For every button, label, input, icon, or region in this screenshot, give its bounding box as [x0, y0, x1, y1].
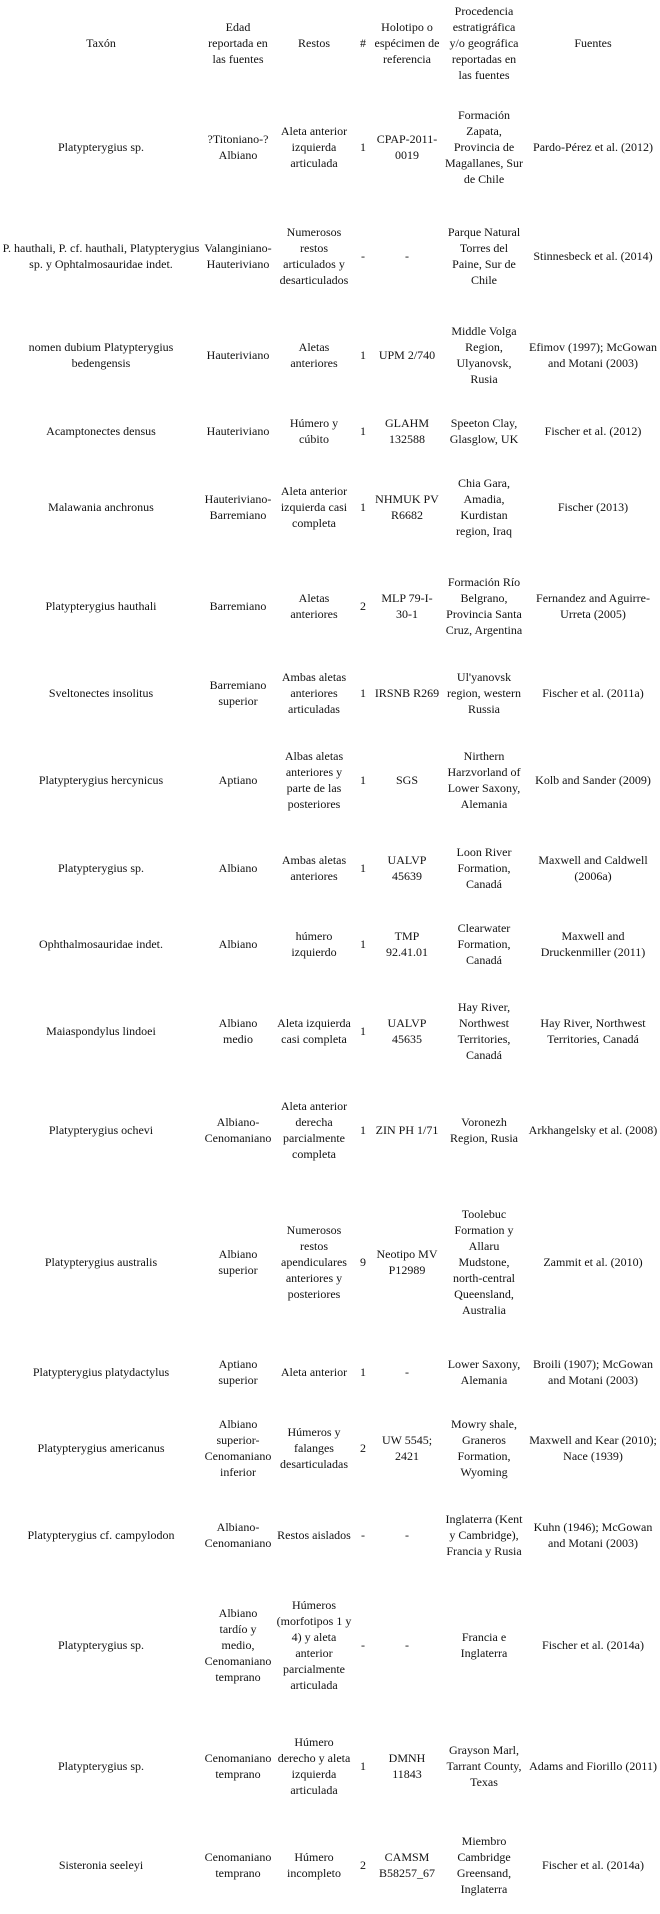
cell-taxon: Ophthalmosauridae indet. [39, 936, 163, 951]
cell-holotipo: - [405, 1528, 409, 1543]
cell-num: - [361, 1637, 365, 1652]
cell-restos: Aleta anterior izquierda casi completa [280, 484, 348, 531]
cell-taxon: Sveltonectes insolitus [48, 685, 154, 700]
cell-num: 1 [360, 936, 366, 951]
cell-fuentes: Kolb and Sander (2009) [535, 773, 651, 788]
cell-num: 1 [360, 685, 366, 700]
table-row [0, 655, 660, 731]
table-row [0, 207, 660, 306]
cell-restos: Aleta izquierda casi completa [277, 1015, 351, 1046]
cell-procedencia: Mowry shale, Graneros Formation, Wyoming [451, 1416, 517, 1479]
cell-taxon: Platypterygius sp. [58, 1637, 144, 1652]
table-row [0, 1717, 660, 1816]
cell-taxon: Acamptonectes densus [46, 424, 156, 439]
header-edad: Edad reportada en las fuentes [208, 20, 268, 66]
cell-procedencia: Toolebuc Formation y Allaru Mudstone, north-central Queensland, Australia [453, 1206, 515, 1317]
cell-taxon: Platypterygius australis [44, 1254, 158, 1269]
cell-taxon: Platypterygius hauthali [45, 598, 157, 613]
cell-holotipo: Neotipo MV P12989 [376, 1246, 438, 1277]
cell-restos: Húmero derecho y aleta izquierda articulada [277, 1735, 351, 1798]
cell-num: 2 [360, 1440, 366, 1455]
cell-procedencia: Grayson Marl, Tarrant County, Texas [446, 1743, 522, 1790]
cell-taxon: P. hauthali, P. cf. hauthali, Platypterygius sp. y Ophtalmosauridae indet. [2, 241, 200, 272]
cell-edad: Barremiano superior [209, 677, 267, 708]
header-row [0, 0, 660, 86]
cell-procedencia: Formación Zapata, Provincia de Magallanes, Sur de Chile [445, 107, 523, 186]
cell-num: 1 [360, 1023, 366, 1038]
cell-num: 1 [360, 860, 366, 875]
cell-edad: Cenomaniano temprano [204, 1849, 272, 1880]
cell-fuentes: Fernandez and Aguirre-Urreta (2005) [536, 590, 650, 621]
cell-edad: Aptiano [218, 773, 258, 788]
table-header [0, 0, 660, 86]
cell-restos: Restos aislados [277, 1528, 351, 1543]
cell-procedencia: Lower Saxony, Alemania [447, 1356, 521, 1387]
cell-edad: Hauteriviano [206, 347, 270, 362]
header-holotipo: Holotipo o espécimen de referencia [374, 20, 440, 66]
table-row [0, 830, 660, 906]
cell-edad: Hauteriviano-Barremiano [204, 492, 272, 523]
cell-fuentes: Pardo-Pérez et al. (2012) [533, 139, 653, 154]
cell-holotipo: UPM 2/740 [378, 347, 436, 362]
cell-edad: Barremiano [209, 598, 267, 613]
cell-holotipo: SGS [395, 773, 418, 788]
cell-taxon: Maiaspondylus lindoei [46, 1023, 156, 1038]
cell-holotipo: TMP 92.41.01 [386, 928, 428, 959]
cell-procedencia: Francia e Inglaterra [460, 1629, 508, 1660]
cell-procedencia: Voronezh Region, Rusia [450, 1114, 518, 1145]
cell-edad: Albiano [218, 860, 258, 875]
cell-fuentes: Broili (1907); McGowan and Motani (2003) [533, 1356, 653, 1387]
cell-restos: Húmeros (morfotipos 1 y 4) y aleta anterior parcialmente articulada [276, 1597, 352, 1692]
table-row [0, 982, 660, 1081]
cell-fuentes: Maxwell and Caldwell (2006a) [538, 852, 648, 883]
cell-fuentes: Adams and Fiorillo (2011) [529, 1759, 657, 1774]
cell-holotipo: GLAHM 132588 [385, 416, 429, 447]
table-row [0, 1573, 660, 1717]
cell-num: 1 [360, 1122, 366, 1137]
table-row [0, 1815, 660, 1914]
cell-edad: Aptiano superior [218, 1356, 258, 1387]
cell-restos: Ambas aletas anteriores [281, 852, 347, 883]
cell-holotipo: UALVP 45635 [387, 1015, 427, 1046]
cell-holotipo: UW 5545; 2421 [381, 1432, 433, 1463]
cell-num: 1 [360, 424, 366, 439]
cell-num: 1 [360, 773, 366, 788]
table-row [0, 1345, 660, 1399]
cell-holotipo: NHMUK PV R6682 [375, 492, 439, 523]
cell-edad: ?Titoniano-?Albiano [207, 131, 269, 162]
cell-holotipo: IRSNB R269 [374, 685, 440, 700]
table-row [0, 306, 660, 405]
cell-procedencia: Chia Gara, Amadia, Kurdistan region, Iraq [456, 476, 512, 539]
table-row [0, 906, 660, 982]
cell-fuentes: Fischer et al. (2012) [544, 424, 642, 439]
cell-fuentes: Zammit et al. (2010) [543, 1254, 643, 1269]
cell-edad: Albiano [218, 936, 258, 951]
table-row [0, 1497, 660, 1573]
cell-restos: húmero izquierdo [291, 928, 337, 959]
header-fuentes: Fuentes [574, 36, 612, 50]
cell-restos: Aletas anteriores [290, 590, 338, 621]
cell-fuentes: Efimov (1997); McGowan and Motani (2003) [529, 339, 657, 370]
cell-procedencia: Inglaterra (Kent y Cambridge), Francia y Rusia [445, 1512, 523, 1559]
table-body [0, 86, 660, 1914]
cell-procedencia: Speeton Clay, Glasglow, UK [449, 416, 519, 447]
cell-taxon: Platypterygius ochevi [48, 1122, 154, 1137]
cell-edad: Cenomaniano temprano [204, 1751, 272, 1782]
header-restos: Restos [297, 36, 330, 50]
cell-restos: Albas aletas anteriores y parte de las posteriores [284, 749, 344, 812]
header-procedencia: Procedencia estratigráfica y/o geográfica reportadas en las fuentes [449, 4, 519, 82]
table-row [0, 1080, 660, 1179]
cell-restos: Numerosos restos apendiculares anteriores y posteriores [281, 1222, 347, 1301]
cell-edad: Valanginiano-Hauteriviano [204, 241, 272, 272]
cell-procedencia: Hay River, Northwest Territories, Canadá [457, 999, 511, 1062]
cell-holotipo: ZIN PH 1/71 [375, 1122, 439, 1137]
cell-taxon: Platypterygius sp. [58, 1759, 144, 1774]
cell-taxon: Platypterygius platydactylus [32, 1364, 170, 1379]
cell-restos: Aleta anterior derecha parcialmente completa [280, 1098, 348, 1161]
cell-num: 1 [360, 347, 366, 362]
cell-holotipo: - [405, 1364, 409, 1379]
cell-num: 2 [360, 1857, 366, 1872]
cell-fuentes: Fischer et al. (2014a) [542, 1637, 644, 1652]
cell-fuentes: Stinnesbeck et al. (2014) [533, 249, 653, 264]
cell-taxon: Sisteronia seeleyi [58, 1857, 144, 1872]
table-row [0, 1399, 660, 1498]
cell-restos: Aleta anterior [280, 1364, 348, 1379]
cell-taxon: nomen dubium Platypterygius bedengensis [28, 339, 174, 370]
cell-fuentes: Fischer et al. (2014a) [542, 1857, 644, 1872]
cell-taxon: Malawania anchronus [48, 500, 154, 515]
cell-taxon: Platypterygius cf. campylodon [27, 1528, 175, 1543]
cell-taxon: Platypterygius hercynicus [38, 773, 164, 788]
cell-holotipo: - [405, 1637, 409, 1652]
cell-restos: Aletas anteriores [290, 339, 338, 370]
cell-fuentes: Hay River, Northwest Territories, Canadá [540, 1015, 646, 1046]
cell-procedencia: Formación Río Belgrano, Provincia Santa Cruz, Argentina [445, 574, 523, 637]
cell-num: 1 [360, 139, 366, 154]
cell-fuentes: Kuhn (1946); McGowan and Motani (2003) [533, 1520, 653, 1551]
cell-taxon: Platypterygius sp. [58, 860, 144, 875]
cell-num: 2 [360, 598, 366, 613]
cell-taxon: Platypterygius americanus [37, 1440, 165, 1455]
cell-holotipo: CAMSM B58257_67 [378, 1849, 435, 1880]
header-num: # [360, 36, 366, 50]
cell-num: 1 [360, 1759, 366, 1774]
table-row [0, 556, 660, 655]
cell-num: 1 [360, 500, 366, 515]
cell-restos: Numerosos restos articulados y desarticulados [279, 225, 349, 288]
cell-num: 9 [360, 1254, 366, 1269]
cell-holotipo: CPAP-2011-0019 [376, 131, 438, 162]
cell-restos: Húmero y cúbito [289, 416, 339, 447]
cell-holotipo: UALVP 45639 [387, 852, 427, 883]
cell-fuentes: Fischer et al. (2011a) [542, 685, 644, 700]
cell-fuentes: Arkhangelsky et al. (2008) [528, 1122, 658, 1137]
cell-fuentes: Maxwell and Kear (2010); Nace (1939) [529, 1432, 657, 1463]
cell-edad: Albiano-Cenomaniano [204, 1114, 272, 1145]
cell-edad: Albiano superior [218, 1246, 258, 1277]
cell-procedencia: Middle Volga Region, Ulyanovsk, Rusia [451, 323, 517, 386]
cell-fuentes: Maxwell and Druckenmiller (2011) [540, 928, 646, 959]
table-row [0, 1179, 660, 1345]
cell-procedencia: Loon River Formation, Canadá [456, 844, 512, 891]
cell-holotipo: - [405, 249, 409, 264]
cell-num: - [361, 249, 365, 264]
cell-procedencia: Miembro Cambridge Greensand, Inglaterra [456, 1833, 512, 1896]
cell-restos: Ambas aletas anteriores articuladas [281, 669, 347, 716]
cell-fuentes: Fischer (2013) [557, 500, 629, 515]
cell-restos: Húmero incompleto [287, 1849, 341, 1880]
header-taxon: Taxón [86, 36, 116, 50]
cell-num: - [361, 1528, 365, 1543]
cell-holotipo: DMNH 11843 [388, 1751, 426, 1782]
cell-edad: Albiano tardío y medio, Cenomaniano temprano [204, 1605, 272, 1684]
cell-num: 1 [360, 1364, 366, 1379]
table-row [0, 86, 660, 207]
table-row [0, 731, 660, 830]
cell-procedencia: Clearwater Formation, Canadá [457, 920, 511, 967]
cell-taxon: Platypterygius sp. [58, 139, 144, 154]
cell-procedencia: Parque Natural Torres del Paine, Sur de Chile [447, 225, 521, 288]
table-row [0, 458, 660, 557]
cell-restos: Aleta anterior izquierda articulada [280, 123, 348, 170]
cell-edad: Albiano medio [218, 1015, 258, 1046]
table-row [0, 404, 660, 458]
cell-procedencia: Nirthern Harzvorland of Lower Saxony, Alemania [447, 749, 521, 812]
cell-procedencia: Ul'yanovsk region, western Russia [447, 669, 521, 716]
cell-holotipo: MLP 79-I-30-1 [381, 590, 433, 621]
cell-restos: Húmeros y falanges desarticuladas [280, 1424, 348, 1471]
cell-edad: Albiano-Cenomaniano [204, 1520, 272, 1551]
cell-edad: Hauteriviano [206, 424, 270, 439]
cell-edad: Albiano superior-Cenomaniano inferior [204, 1416, 272, 1479]
